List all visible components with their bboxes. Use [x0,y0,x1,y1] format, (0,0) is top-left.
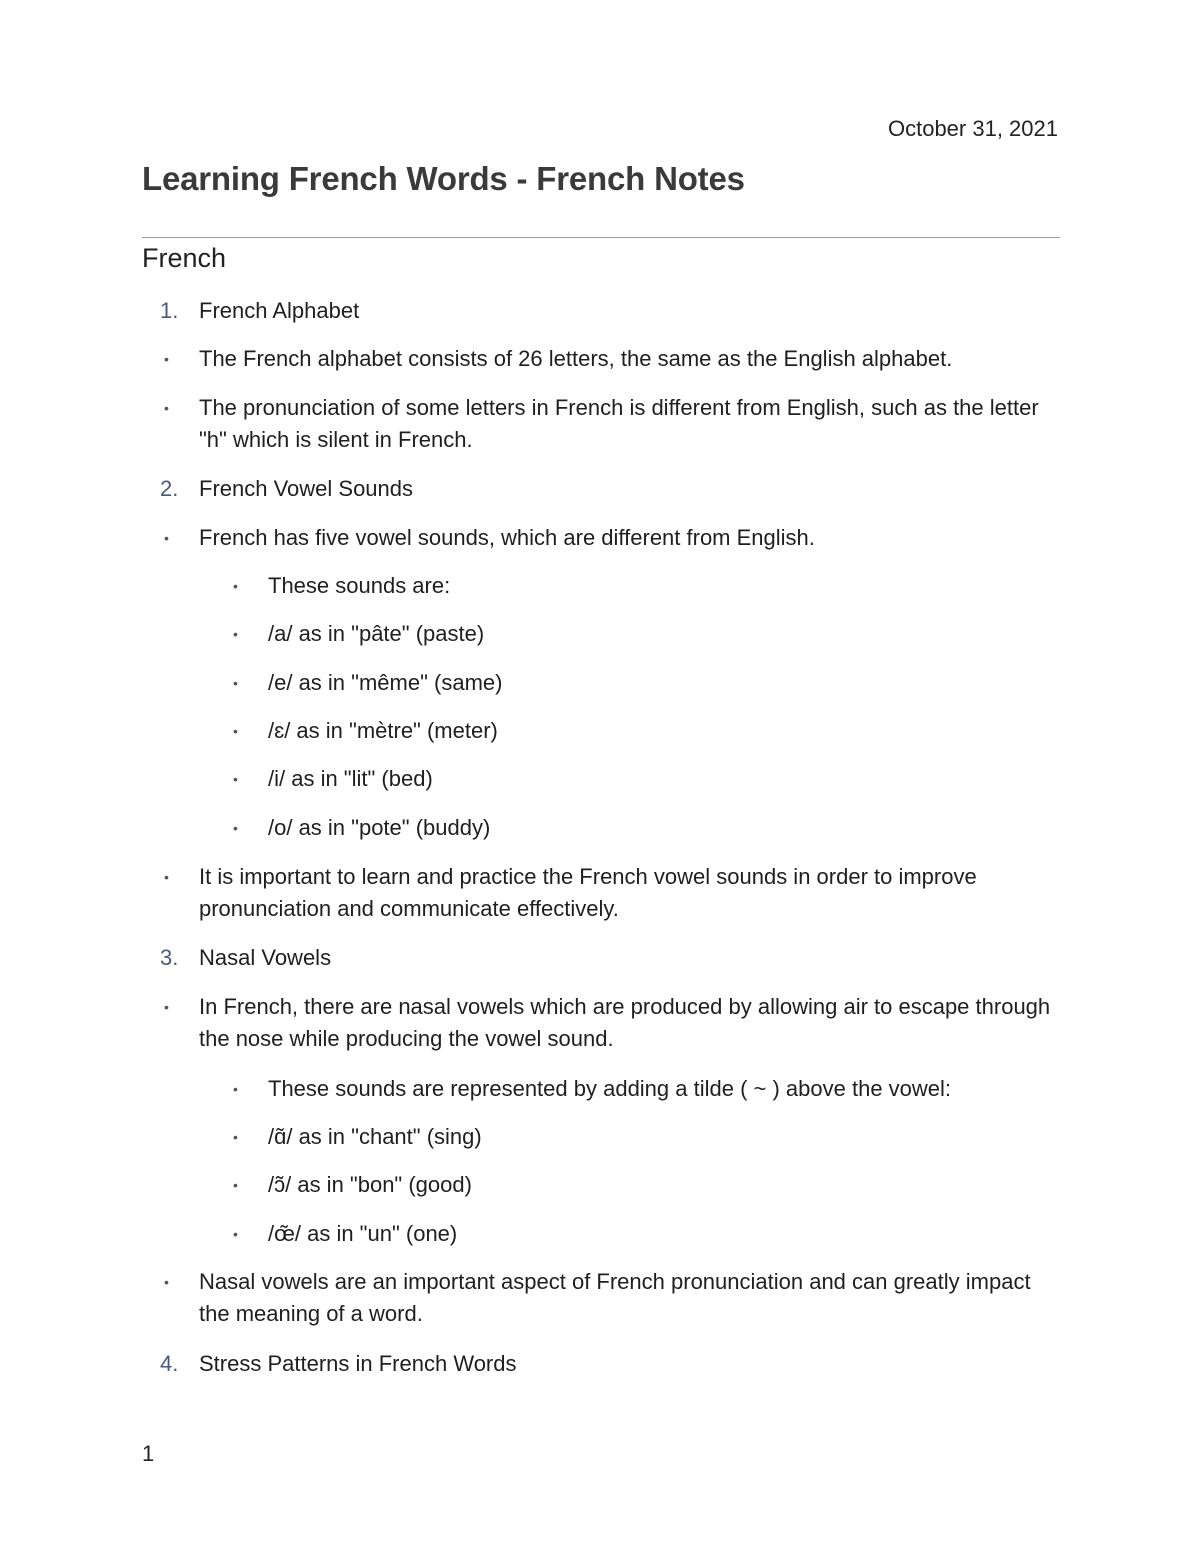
item-text: These sounds are: [268,573,451,598]
bullet-icon: • [233,820,238,836]
bullet-icon: • [233,1177,238,1193]
bullet-icon: • [233,1081,238,1097]
item-text: /ɔ̃/ as in "bon" (good) [268,1172,472,1197]
item-text: Nasal vowels are an important aspect of French pronunciation and can greatly impact the meaning of a word. [199,1269,1031,1326]
bullet-icon: • [233,1129,238,1145]
item-text: In French, there are nasal vowels which are produced by allowing air to escape through the nose while producing the vowel sound. [199,994,1051,1051]
bullet-icon: • [233,578,238,594]
item-text: Nasal Vowels [199,945,332,970]
item-text: The French alphabet consists of 26 letters, the same as the English alphabet. [199,346,953,371]
bullet-icon: • [164,400,169,416]
section-heading: French [142,243,227,273]
item-number: 3. [160,945,179,970]
item-text: /o/ as in "pote" (buddy) [268,815,491,840]
bullet-icon: • [233,723,238,739]
bullet-icon: • [164,999,169,1015]
bullet-icon: • [233,626,238,642]
item-text: /a/ as in "pâte" (paste) [268,621,485,646]
document-date: October 31, 2021 [887,116,1058,141]
item-text: /e/ as in "même" (same) [268,670,503,695]
bullet-icon: • [233,1226,238,1242]
item-text: /i/ as in "lit" (bed) [268,766,433,791]
item-text: /œ̃/ as in "un" (one) [268,1221,458,1246]
item-number: 1. [160,298,179,323]
item-text: French has five vowel sounds, which are different from English. [199,525,815,550]
item-number: 2. [160,476,179,501]
item-text: These sounds are represented by adding a tilde ( ~ ) above the vowel: [268,1076,952,1101]
page-number: 1 [142,1441,155,1466]
bullet-icon: • [233,771,238,787]
item-text: French Alphabet [199,298,360,323]
bullet-icon: • [164,1274,169,1290]
bullet-icon: • [164,351,169,367]
bullet-icon: • [164,869,169,885]
document-title: Learning French Words - French Notes [142,160,745,197]
title-divider [142,237,1060,238]
bullet-icon: • [164,530,169,546]
bullet-icon: • [233,675,238,691]
item-text: /ɑ̃/ as in "chant" (sing) [268,1124,482,1149]
item-text: It is important to learn and practice the French vowel sounds in order to improve pronunciation and communicate effectively. [199,864,977,921]
item-text: French Vowel Sounds [199,476,414,501]
item-text: /ɛ/ as in "mètre" (meter) [268,718,498,743]
item-text: Stress Patterns in French Words [199,1351,517,1376]
item-text: The pronunciation of some letters in French is different from English, such as the letter "h" which is silent in French. [199,395,1039,452]
item-number: 4. [160,1351,179,1376]
